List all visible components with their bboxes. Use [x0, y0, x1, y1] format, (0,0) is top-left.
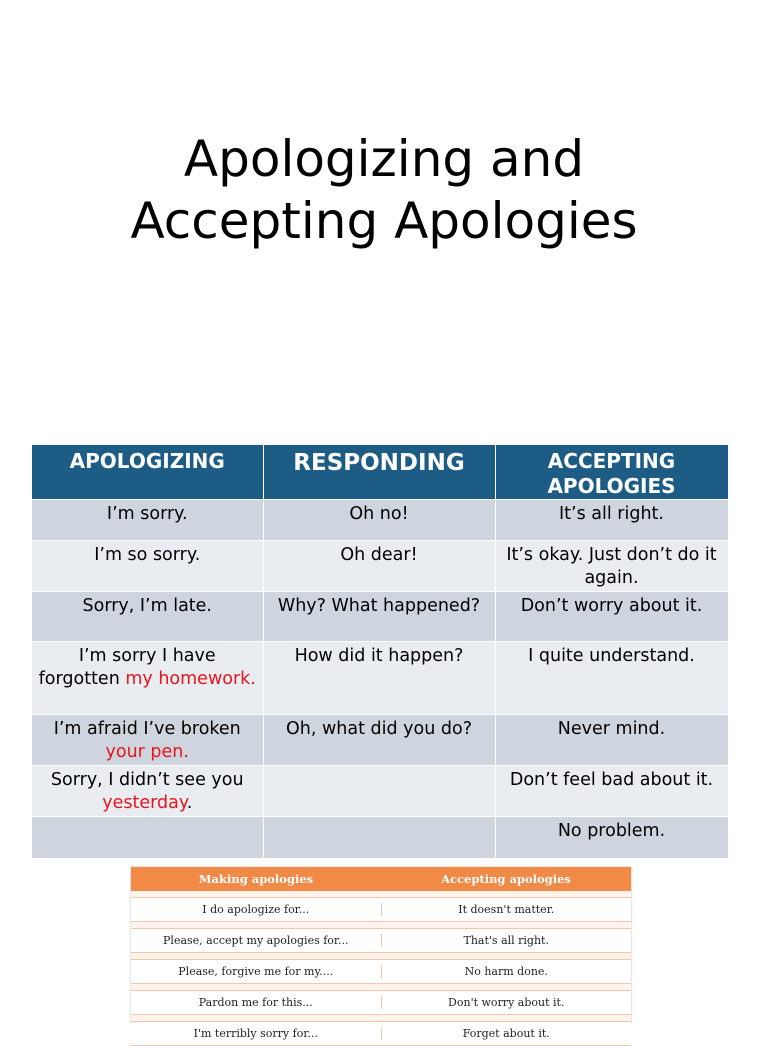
cell-apologizing: Sorry, I’m late.: [32, 592, 263, 642]
list-item: [131, 959, 631, 984]
list-item: [131, 897, 631, 922]
title-line-2: Accepting Apologies: [130, 192, 638, 250]
apologies-image-table: [131, 867, 631, 1040]
highlighted-text: my homework.: [125, 669, 256, 689]
accepting-phrase: It doesn't matter.: [381, 903, 632, 916]
cell-accepting: It’s all right.: [495, 500, 728, 541]
cell-responding: Oh dear!: [263, 541, 495, 592]
list-item: [131, 990, 631, 1015]
list-item: [131, 1021, 631, 1046]
apology-table: [32, 445, 729, 858]
making-phrase: Pardon me for this...: [198, 996, 313, 1009]
cell-text: I’m sorry I have forgotten: [38, 646, 216, 689]
accepting-phrase: Forget about it.: [381, 1027, 632, 1040]
cell-accepting: No problem.: [495, 817, 728, 858]
table-row: [32, 715, 728, 766]
cell-text-end: .: [186, 793, 193, 813]
cell-text: Sorry, I didn’t see you: [50, 770, 244, 790]
header-apologizing: APOLOGIZING: [32, 445, 263, 500]
making-phrase: Please, forgive me for my....: [178, 965, 334, 978]
table-header-row: [32, 445, 728, 500]
header-accepting-apologies: Accepting apologies: [441, 872, 571, 886]
cell-apologizing: [32, 642, 263, 715]
cell-responding: How did it happen?: [263, 642, 495, 715]
table-row: [32, 766, 728, 817]
table-row: [32, 541, 728, 592]
cell-apologizing: [32, 766, 263, 817]
cell-responding: Why? What happened?: [263, 592, 495, 642]
table-row: [32, 817, 728, 858]
cell-apologizing: [32, 715, 263, 766]
accepting-phrase: Don't worry about it.: [381, 996, 632, 1009]
image-table-header: [131, 867, 631, 891]
list-item: [131, 928, 631, 953]
header-making-apologies: Making apologies: [198, 872, 314, 886]
title-line-1: Apologizing and: [183, 130, 585, 188]
cell-responding: [263, 766, 495, 817]
cell-responding: Oh no!: [263, 500, 495, 541]
cell-apologizing: I’m so sorry.: [32, 541, 263, 592]
cell-responding: Oh, what did you do?: [263, 715, 495, 766]
table-row: [32, 592, 728, 642]
header-accepting: ACCEPTING APOLOGIES: [495, 445, 728, 500]
accepting-phrase: That's all right.: [381, 934, 632, 947]
making-phrase: I'm terribly sorry for...: [193, 1027, 318, 1040]
table-row: [32, 500, 728, 541]
cell-responding: [263, 817, 495, 858]
making-phrase: I do apologize for...: [202, 903, 310, 916]
cell-accepting: Don’t worry about it.: [495, 592, 728, 642]
cell-accepting: I quite understand.: [495, 642, 728, 715]
cell-accepting: Don’t feel bad about it.: [495, 766, 728, 817]
cell-accepting: Never mind.: [495, 715, 728, 766]
accepting-phrase: No harm done.: [381, 965, 632, 978]
highlighted-text: your pen.: [105, 742, 189, 762]
making-phrase: Please, accept my apologies for...: [163, 934, 349, 947]
cell-apologizing: [32, 817, 263, 858]
highlighted-text: yesterday: [102, 793, 187, 813]
cell-accepting: It’s okay. Just don’t do it again.: [495, 541, 728, 592]
header-responding: RESPONDING: [263, 445, 495, 500]
slide-title: [0, 128, 768, 252]
cell-apologizing: I’m sorry.: [32, 500, 263, 541]
table-row: [32, 642, 728, 715]
cell-text: I’m afraid I’ve broken: [53, 719, 241, 739]
